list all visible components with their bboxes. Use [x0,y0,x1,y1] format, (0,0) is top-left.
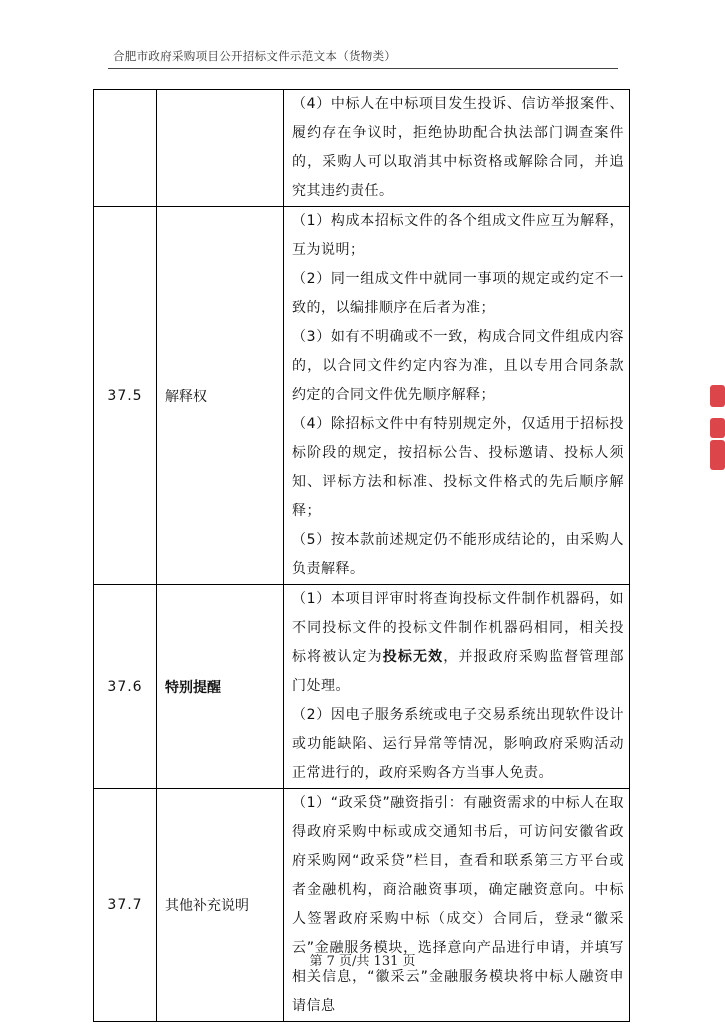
paragraph-text: ，并报政府采购监督管理部门处理。 [292,649,625,694]
paragraph-text: （1）本项目评审时将查询投标文件制作机器码，如不同投标文件的投标文件制作机器码相同，相关投标将被认定为 [292,591,624,665]
clause-content [284,90,630,207]
table-row [94,90,630,207]
clause-paragraph [292,585,624,701]
document-header: 合肥市政府采购项目公开招标文件示范文本（货物类） [113,49,397,63]
seal-fragment-icon [710,440,725,470]
clause-paragraph: （4）除招标文件中有特别规定外，仅适用于招标投标阶段的规定，按招标公告、投标邀请、投标人须知、评标方法和标准、投标文件格式的先后顺序解释； [292,416,624,519]
clause-number [94,90,157,207]
clause-title: 其他补充说明 [157,789,284,1022]
table-row [94,207,630,585]
clause-paragraph: （1）“政采贷”融资指引：有融资需求的中标人在取得政府采购中标或成交通知书后，可访问安徽省政府采购网“政采贷”栏目，查看和联系第三方平台或者金融机构，商洽融资事项，确定融资意向。中标人签署政府采购中标（成交）合同后，登录“徽采云”金融服务模块，选择意向产品进行申请，并填写相关信息，“徽采云”金融服务模块将中标人融资申请信息 [292,795,624,1014]
seal-fragment-icon [710,418,725,438]
clause-number: 37.7 [94,789,157,1022]
clause-title: 特别提醒 [157,585,284,789]
clause-number: 37.6 [94,585,157,789]
header-divider [108,68,618,69]
table-row [94,585,630,789]
clause-paragraph: （5）按本款前述规定仍不能形成结论的，由采购人负责解释。 [292,532,624,577]
clause-paragraph: （4）中标人在中标项目发生投诉、信访举报案件、履约存在争议时，拒绝协助配合执法部门调查案件的，采购人可以取消其中标资格或解除合同，并追究其违约责任。 [292,96,624,199]
clause-table [93,89,630,1022]
clause-title: 解释权 [157,207,284,585]
clause-content [284,207,630,585]
clause-content [284,585,630,789]
clause-paragraph: （1）构成本招标文件的各个组成文件应互为解释，互为说明； [292,213,624,258]
clause-number: 37.5 [94,207,157,585]
emphasis-text: 投标无效 [382,649,444,665]
table-row [94,789,630,1022]
clause-paragraph: （2）因电子服务系统或电子交易系统出现软件设计或功能缺陷、运行异常等情况，影响政府采购活动正常进行的，政府采购各方当事人免责。 [292,707,624,781]
page-number: 第 7 页/共 131 页 [309,954,416,969]
seal-fragment-icon [710,385,725,407]
clause-title [157,90,284,207]
clause-content [284,789,630,1022]
clause-paragraph: （2）同一组成文件中就同一事项的规定或约定不一致的，以编排顺序在后者为准； [292,271,624,316]
clause-paragraph: （3）如有不明确或不一致，构成合同文件组成内容的，以合同文件约定内容为准，且以专用合同条款约定的合同文件优先顺序解释； [292,329,624,403]
